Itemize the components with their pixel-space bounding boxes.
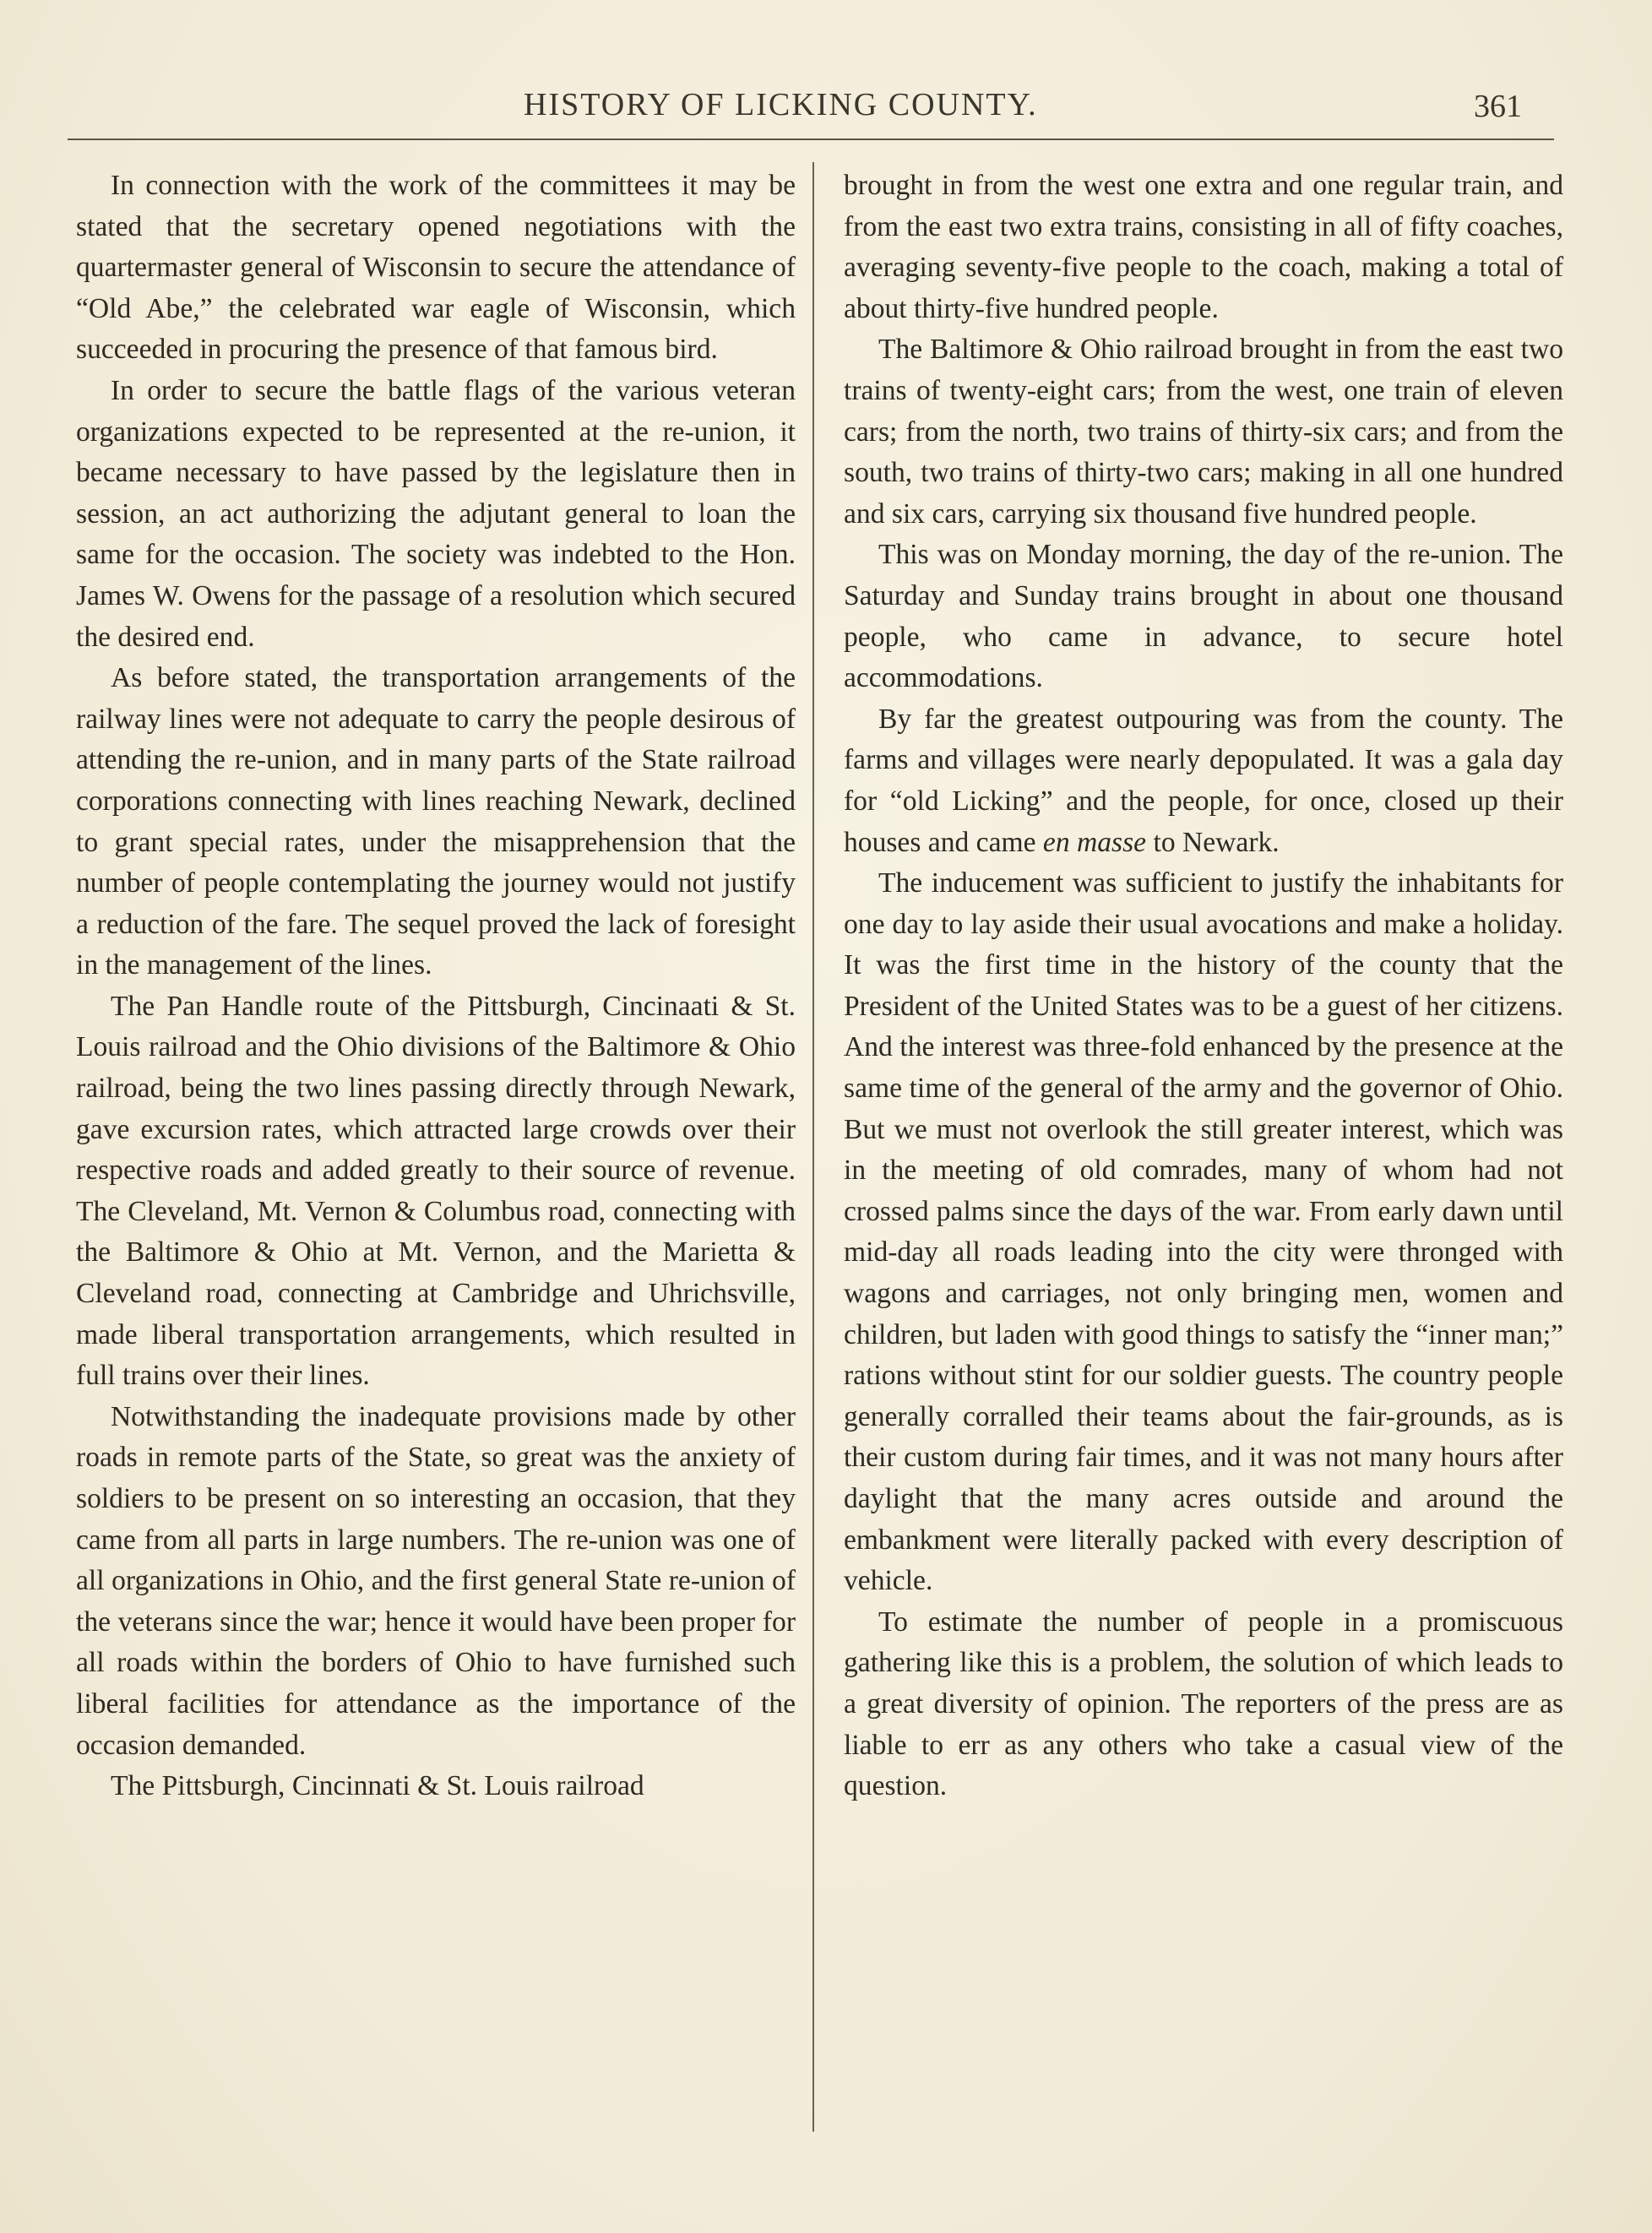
paragraph-notwithstanding: Notwithstanding the inadequate provisions made by other roads in remote parts of the State, so great was the anxiety of soldiers to be present on so interesting an occasion, that they came from all parts in large numbers. The re-union was one of all organizations in Ohio, and the first general State re-union of the veterans since the war; hence it would have been proper for all roads within the borders of Ohio to have furnished such liberal facilities for attendance as the importance of the occasion demanded. — [76, 1400, 796, 1761]
outpouring-text: By far the greatest outpouring was from the county. The farms and villages were nearly depopulated. It was a gala day for “old Licking” and the people, for once, closed up their houses and came — [844, 703, 1563, 858]
paragraph-estimate: To estimate the number of people in a promiscuous gathering like this is a problem, the solution of which leads to a great diversity of opinion. The reporters of the press are as liable to err as any others who take a casual view of the question. — [844, 1605, 1563, 1802]
paragraph-transportation: As before stated, the transportation arrangements of the railway lines were not adequate to carry the people desirous of attending the re-union, and in many parts of the State railroad corporations connecting with lines reaching Newark, declined to grant special rates, under the misapprehension that the number of people contemplating the journey would not justify a reduction of the fare. The sequel proved the lack of foresight in the management of the lines. — [76, 662, 796, 981]
paragraph-monday-morning: This was on Monday morning, the day of the re-union. The Saturday and Sunday trains brought in about one thousand people, who came in advance, to secure hotel accommodations. — [844, 539, 1563, 694]
column-divider — [812, 162, 814, 2132]
page-number: 361 — [1474, 89, 1522, 124]
paragraph-baltimore-ohio: The Baltimore & Ohio railroad brought in from the east two trains of twenty-eight cars; from the west, one train of eleven cars; from the north, two trains of thirty-six cars; and from the south, two trains of thirty-two cars; making in all one hundred and six cars, carrying six thousand five hundred people. — [844, 334, 1563, 530]
outpouring-end: to Newark. — [1153, 826, 1280, 858]
paragraph-outpouring — [844, 699, 1563, 863]
running-head — [0, 81, 1652, 132]
running-title: HISTORY OF LICKING COUNTY. — [524, 87, 1038, 122]
left-column — [76, 166, 796, 1807]
paragraph-pan-handle: The Pan Handle route of the Pittsburgh, Cincinaati & St. Louis railroad and the Ohio divisions of the Baltimore & Ohio railroad, being the two lines passing directly through Newark, gave excursion rates, which attracted large crowds over their respective roads and added greatly to their source of revenue. The Cleveland, Mt. Vernon & Columbus road, connecting with the Baltimore & Ohio at Mt. Vernon, and the Marietta & Cleveland road, connecting at Cambridge and Uhrichsville, made liberal transportation arrangements, which resulted in full trains over their lines. — [76, 990, 796, 1392]
paragraph-inducement: The inducement was sufficient to justify the inhabitants for one day to lay aside their usual avocations and make a holiday. It was the first time in the history of the county that the President of the United States was to be a guest of her citizens. And the interest was three-fold enhanced by the presence at the same time of the general of the army and the governor of Ohio. But we must not overlook the still greater interest, which was in the meeting of old comrades, many of whom had not crossed palms since the days of the war. From early dawn until mid-day all roads leading into the city were thronged with wagons and carriages, not only bringing men, women and children, but laden with good things to satisfy the “inner man;” rations without stint for our soldier guests. The country people generally corralled their teams about the fair-grounds, as is their custom during fair times, and it was not many hours after daylight that the many acres outside and around the embankment were literally packed with every description of vehicle. — [844, 867, 1563, 1597]
paragraph-battle-flags: In order to secure the battle flags of the various veteran organizations expected to be represented at the re-union, it became necessary to have passed by the legislature then in session, an act authorizing the adjutant general to loan the same for the occasion. The society was indebted to the Hon. James W. Owens for the passage of a resolution which secured the desired end. — [76, 374, 796, 653]
paragraph-pittsburgh-railroad: The Pittsburgh, Cincinnati & St. Louis railroad — [111, 1770, 644, 1802]
paragraph-continuation: brought in from the west one extra and one regular train, and from the east two extra trains, consisting in all of fifty coaches, averaging seventy-five people to the coach, making a total of about thirty-five hundred people. — [844, 170, 1563, 324]
en-masse-italic: en masse — [1042, 826, 1147, 858]
right-column — [844, 166, 1563, 1807]
header-rule — [68, 139, 1554, 140]
paragraph-old-abe: In connection with the work of the committees it may be stated that the secretary opened negotiations with the quartermaster general of Wisconsin to secure the attendance of “Old Abe,” the celebrated war eagle of Wisconsin, which succeeded in procuring the presence of that famous bird. — [76, 170, 796, 366]
